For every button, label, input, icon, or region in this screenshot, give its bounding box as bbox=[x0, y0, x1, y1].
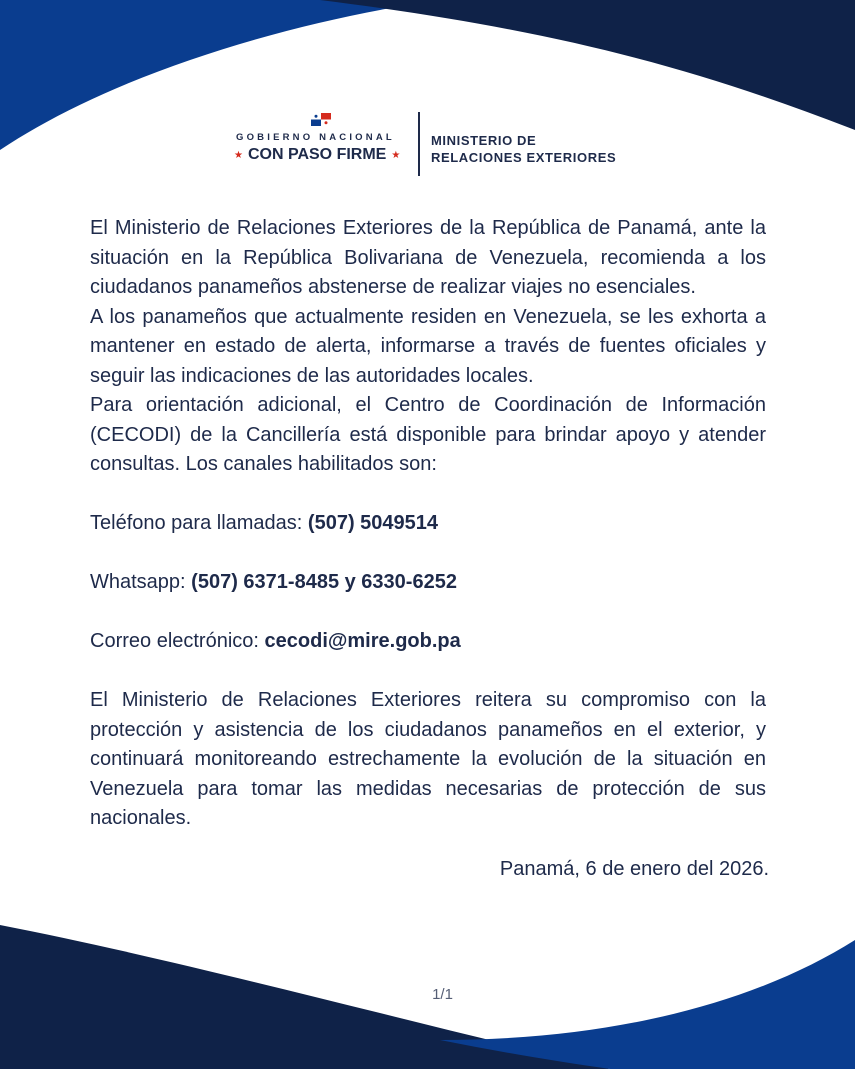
gov-tagline-small: GOBIERNO NACIONAL bbox=[236, 132, 395, 143]
phone-label: Teléfono para llamadas: bbox=[90, 512, 308, 534]
statement-date: Panamá, 6 de enero del 2026. bbox=[499, 858, 769, 880]
email-label: Correo electrónico: bbox=[90, 630, 265, 652]
paragraph-residents: A los panameños que actualmente residen en Venezuela, se les exhorta a mantener en estado de alerta, informarse a través de fuentes oficiales y seguir las indicaciones de las autoridades locales. bbox=[90, 305, 766, 387]
contact-whatsapp bbox=[90, 568, 766, 598]
whatsapp-label: Whatsapp: bbox=[90, 571, 192, 593]
header-divider bbox=[418, 112, 420, 176]
panama-flag-icon bbox=[311, 113, 331, 126]
star-icon: ★ bbox=[391, 149, 401, 161]
whatsapp-value[interactable]: (507) 6371-8485 y 6330-6252 bbox=[191, 571, 457, 593]
contact-phone bbox=[90, 509, 766, 539]
ministry-name bbox=[431, 132, 616, 166]
gov-tagline-big bbox=[234, 146, 410, 164]
contact-email bbox=[90, 627, 766, 657]
ministry-line1: MINISTERIO DE bbox=[431, 133, 537, 148]
paragraph-closing: El Ministerio de Relaciones Exteriores reitera su compromiso con la protección y asistencia de los ciudadanos panameños en el exterior, y continuará monitoreando estrechamente la evolución de la situación en Venezuela para tomar las medidas necesarias de protección de sus nacionales. bbox=[90, 689, 766, 829]
email-value[interactable]: cecodi@mire.gob.pa bbox=[264, 630, 461, 652]
statement-body bbox=[90, 214, 766, 834]
paragraph-cecodi: Para orientación adicional, el Centro de Coordinación de Información (CECODI) de la Cancillería está disponible para brindar apoyo y atender consultas. Los canales habilitados son: bbox=[90, 394, 766, 475]
letterhead bbox=[0, 108, 855, 180]
phone-value[interactable]: (507) 5049514 bbox=[307, 512, 439, 534]
ministry-line2: RELACIONES EXTERIORES bbox=[431, 150, 617, 165]
gov-slogan: CON PASO FIRME bbox=[247, 146, 387, 163]
bottom-right-wave bbox=[440, 940, 855, 1069]
star-icon: ★ bbox=[234, 149, 243, 161]
paragraph-travel-advisory: El Ministerio de Relaciones Exteriores de la República de Panamá, ante la situación en la República Bolivariana de Venezuela, recomienda a los ciudadanos panameños abstenerse de realizar viajes no esenciales. bbox=[90, 217, 766, 298]
page-number: 1/1 bbox=[432, 986, 453, 1003]
